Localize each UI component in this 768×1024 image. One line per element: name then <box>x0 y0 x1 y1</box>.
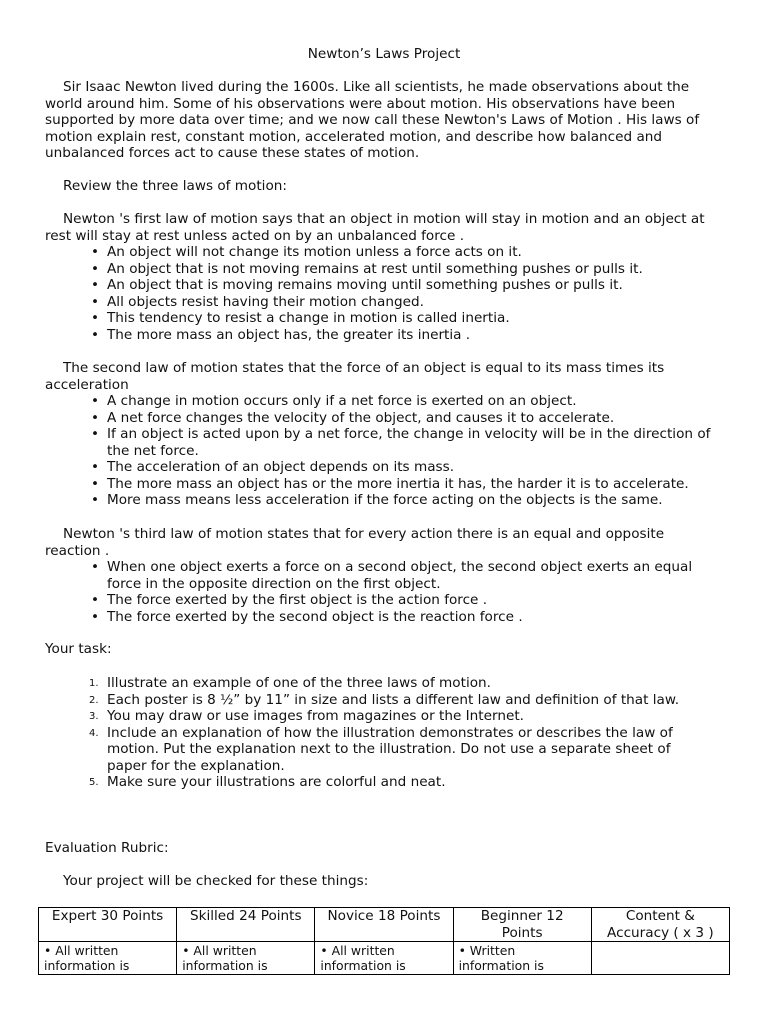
second-law-bullets <box>45 393 745 509</box>
task-item <box>45 675 745 692</box>
bullet-icon: • <box>91 310 100 326</box>
rubric-cell <box>315 942 453 975</box>
rubric-header-cell <box>177 908 315 942</box>
line-text: Make sure your illustrations are colorful and neat. <box>107 774 446 790</box>
rubric-intro: Your project will be checked for these things: <box>63 873 369 889</box>
line-text: Skilled 24 Points <box>189 908 302 924</box>
line-text: Points <box>501 924 543 941</box>
second-law-paragraph <box>45 360 745 393</box>
bullet-icon: • <box>91 326 100 343</box>
task-number: 4. <box>89 727 99 739</box>
second-law-line: acceleration <box>45 376 129 393</box>
bullet-icon: • <box>91 475 100 492</box>
line-text: The acceleration of an object depends on its mass. <box>107 459 455 475</box>
task-number: 2. <box>89 694 99 706</box>
rubric-header-cell <box>39 908 177 942</box>
bullet-item <box>45 476 745 493</box>
task-number: 1. <box>89 678 99 689</box>
rubric-header-cell <box>315 908 453 942</box>
intro-line: unbalanced forces act to cause these states of motion. <box>45 145 420 161</box>
line-text: • Written <box>458 943 516 958</box>
line-text: force in the opposite direction on the first object. <box>107 575 441 592</box>
line-text: motion. Put the explanation next to the illustration. Do not use a separate sheet of <box>107 741 671 757</box>
bullet-item <box>45 592 745 609</box>
line-text: Illustrate an example of one of the three laws of motion. <box>107 675 491 691</box>
bullet-item <box>45 492 745 509</box>
line-text: A change in motion occurs only if a net force is exerted on an object. <box>107 393 577 409</box>
rubric-cell <box>591 942 729 975</box>
second-law-line: The second law of motion states that the force of an object is equal to its mass times its <box>63 360 665 376</box>
bullet-icon: • <box>91 244 100 260</box>
rubric-cell <box>177 942 315 975</box>
first-law-bullets <box>45 244 745 343</box>
line-text: The more mass an object has or the more inertia it has, the harder it is to accelerate. <box>107 475 689 492</box>
line-text: information is <box>44 958 130 973</box>
rubric-row <box>39 942 730 975</box>
line-text: Each poster is 8 ½” by 11” in size and lists a different law and definition of that law. <box>107 691 680 708</box>
line-text: the net force. <box>107 442 199 459</box>
line-text: information is <box>182 958 268 973</box>
third-law-line: reaction . <box>45 542 110 559</box>
task-item <box>45 774 745 791</box>
line-text: Novice 18 Points <box>327 908 441 924</box>
bullet-icon: • <box>91 260 100 277</box>
line-text: When one object exerts a force on a second object, the second object exerts an equal <box>107 559 693 575</box>
line-text: • All written <box>182 943 257 958</box>
bullet-item <box>45 459 745 476</box>
rubric-cell <box>453 942 591 975</box>
bullet-item <box>45 294 745 311</box>
bullet-icon: • <box>91 293 100 310</box>
bullet-icon: • <box>91 559 100 575</box>
rubric-header-cell <box>591 908 729 942</box>
bullet-icon: • <box>91 393 100 409</box>
rubric-header-cell <box>453 908 591 942</box>
bullet-item <box>45 393 745 410</box>
line-text: The force exerted by the second object is the reaction force . <box>107 608 523 625</box>
bullet-item <box>45 310 745 327</box>
bullet-icon: • <box>91 492 100 508</box>
bullet-item <box>45 609 745 626</box>
line-text: • All written <box>320 943 395 958</box>
bullet-icon: • <box>91 409 100 426</box>
line-text: Expert 30 Points <box>51 908 164 924</box>
bullet-item <box>45 261 745 278</box>
intro-line: world around him. Some of his observations were about motion. His observations have been <box>45 95 676 112</box>
third-law-line: Newton 's third law of motion states that for every action there is an equal and opposite <box>63 526 665 542</box>
bullet-icon: • <box>91 426 100 442</box>
line-text: paper for the explanation. <box>107 757 285 774</box>
line-text: A net force changes the velocity of the object, and causes it to accelerate. <box>107 409 615 426</box>
first-law-line: rest will stay at rest unless acted on by an unbalanced force . <box>45 227 465 244</box>
line-text: Accuracy ( x 3 ) <box>607 924 714 941</box>
first-law-paragraph <box>45 211 745 244</box>
bullet-icon: • <box>91 277 100 293</box>
intro-line: supported by more data over time; and we now call these Newton's Laws of Motion . His laws of <box>45 112 700 128</box>
bullet-item <box>45 410 745 427</box>
line-text: Include an explanation of how the illustration demonstrates or describes the law of <box>107 724 673 741</box>
bullet-icon: • <box>91 608 100 625</box>
bullet-icon: • <box>91 459 100 475</box>
line-text: An object will not change its motion unless a force acts on it. <box>107 244 522 260</box>
intro-line: Sir Isaac Newton lived during the 1600s. Like all scientists, he made observations about the <box>63 79 690 95</box>
line-text: information is <box>320 958 406 973</box>
line-text: An object that is not moving remains at rest until something pushes or pulls it. <box>107 260 643 277</box>
line-text: All objects resist having their motion changed. <box>107 293 424 310</box>
line-text: If an object is acted upon by a net force, the change in velocity will be in the direction of <box>107 426 711 442</box>
rubric-table <box>38 907 730 975</box>
third-law-paragraph <box>45 526 745 559</box>
task-number: 3. <box>89 711 99 722</box>
line-text: More mass means less acceleration if the force acting on the objects is the same. <box>107 492 663 508</box>
line-text: information is <box>458 958 544 973</box>
line-text: Beginner 12 <box>480 908 564 924</box>
line-text: The more mass an object has, the greater its inertia . <box>107 326 471 343</box>
task-number: 5. <box>89 777 99 788</box>
page-title: Newton’s Laws Project <box>307 46 461 62</box>
line-text: This tendency to resist a change in motion is called inertia. <box>107 310 510 326</box>
third-law-bullets <box>45 559 745 625</box>
bullet-item <box>45 244 745 261</box>
intro-line: motion explain rest, constant motion, accelerated motion, and describe how balanced and <box>45 128 663 145</box>
task-list <box>45 675 745 791</box>
task-item <box>45 708 745 725</box>
task-heading: Your task: <box>45 641 112 657</box>
bullet-item <box>45 559 745 592</box>
review-heading: Review the three laws of motion: <box>63 178 287 194</box>
task-item <box>45 725 745 775</box>
line-text: An object that is moving remains moving until something pushes or pulls it. <box>107 277 623 293</box>
bullet-icon: • <box>91 592 100 608</box>
line-text: • All written <box>44 943 119 958</box>
bullet-item <box>45 277 745 294</box>
bullet-item <box>45 327 745 344</box>
rubric-heading: Evaluation Rubric: <box>45 840 169 856</box>
rubric-cell <box>39 942 177 975</box>
line-text: You may draw or use images from magazines or the Internet. <box>107 708 524 724</box>
rubric-header-row <box>39 908 730 942</box>
intro-paragraph <box>45 79 763 162</box>
first-law-line: Newton 's first law of motion says that an object in motion will stay in motion and an object at <box>63 211 705 227</box>
task-item <box>45 692 745 709</box>
bullet-item <box>45 426 745 459</box>
line-text: Content & <box>625 908 695 924</box>
line-text: The force exerted by the first object is the action force . <box>107 592 488 608</box>
